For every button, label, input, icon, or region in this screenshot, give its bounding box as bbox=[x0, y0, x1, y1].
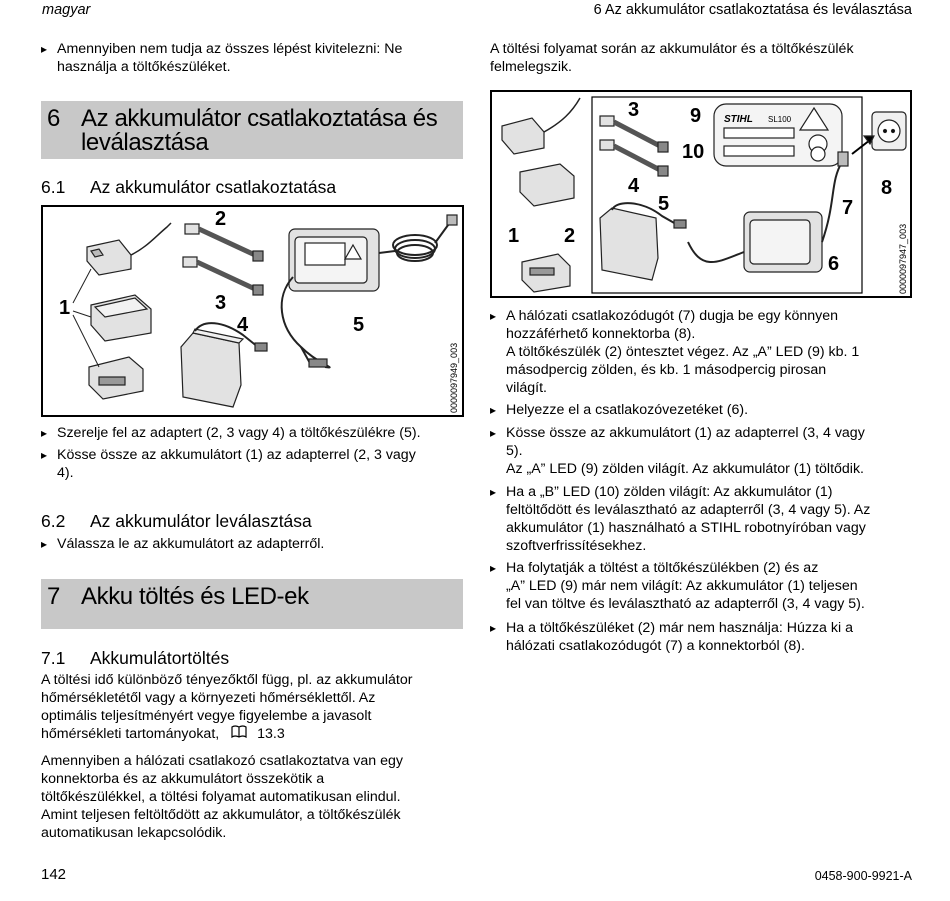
callout-1: 1 bbox=[508, 225, 520, 247]
sec61-bullet-2: ▸ Kösse össze az akkumulátort (1) az adapterrel (2, 3 vagy 4). bbox=[41, 446, 463, 482]
callout-3: 3 bbox=[215, 292, 227, 314]
chapter-number: 7 bbox=[47, 583, 61, 610]
battery-middle-icon bbox=[520, 164, 574, 206]
adapter-3-icon bbox=[183, 257, 197, 267]
adapter-4-icon bbox=[600, 140, 614, 150]
charging-bullet-6: ▸ Ha a töltőkészüléket (2) már nem használja: Húzza ki a hálózati csatlakozódugót (7) a konnektorból (8). bbox=[490, 619, 920, 655]
callout-1: 1 bbox=[59, 297, 71, 319]
section-6-1-heading: 6.1 Az akkumulátor csatlakoztatása bbox=[41, 177, 337, 197]
callout-3: 3 bbox=[628, 99, 640, 121]
model-label: SL100 bbox=[768, 115, 792, 124]
battery-top-icon bbox=[87, 240, 131, 275]
section-7-1-heading: 7.1 Akkumulátortöltés bbox=[41, 648, 230, 668]
callout-5: 5 bbox=[353, 314, 365, 336]
page-number: 142 bbox=[41, 866, 67, 883]
figure-charging bbox=[490, 90, 912, 298]
header-language: magyar bbox=[42, 2, 91, 18]
charging-bullet-3: ▸ Kösse össze az akkumulátort (1) az adapterrel (3, 4 vagy 5). Az „A” LED (9) zölden világít. Az akkumulátor (1) töltődik. bbox=[490, 424, 920, 478]
battery-top-icon bbox=[502, 118, 544, 154]
callout-6: 6 bbox=[828, 253, 840, 275]
sec61-bullet-1: ▸ Szerelje fel az adaptert (2, 3 vagy 4) a töltőkészülékre (5). bbox=[41, 424, 463, 442]
header-chapter-ref: 6 Az akkumulátor csatlakoztatása és leválasztása bbox=[593, 2, 912, 18]
adapter-2-icon bbox=[185, 224, 199, 234]
sec71-paragraph-2: Amennyiben a hálózati csatlakozó csatlakoztatva van egy konnektorba és az akkumulátort összekötik a töltőkészülékkel, a töltési folyamat automatikusan elindul. Amint teljesen feltöltődött az akkumulátor, a töltőkészülék automatikusan lekapcsolódik. bbox=[41, 753, 403, 841]
callout-7: 7 bbox=[842, 197, 854, 219]
adapter-5-icon bbox=[600, 208, 658, 280]
section-6-2-heading: 6.2 Az akkumulátor leválasztása bbox=[41, 511, 312, 531]
reference-link[interactable]: 13.3 bbox=[257, 726, 285, 742]
callout-9: 9 bbox=[690, 105, 702, 127]
adapter-3-icon bbox=[600, 116, 614, 126]
callout-4: 4 bbox=[237, 314, 249, 336]
chapter-number: 6 bbox=[47, 105, 61, 132]
chapter-7-heading bbox=[41, 579, 463, 629]
callout-10: 10 bbox=[682, 141, 705, 163]
callout-5: 5 bbox=[658, 193, 670, 215]
plug-icon bbox=[447, 215, 457, 225]
figure-connect-illustration bbox=[43, 207, 462, 415]
charging-bullet-1: ▸ A hálózati csatlakozódugót (7) dugja be egy könnyen hozzáférhető konnektorba (8). A töltőkészülék (2) öntesztet végez. Az „A” LED (9) kb. 1 másodpercig zölden, és kb. 1 másodpercig pirosan világít. bbox=[490, 307, 920, 397]
plug-icon bbox=[838, 152, 848, 166]
chapter-6-heading bbox=[41, 101, 463, 159]
charging-bullet-2: ▸ Helyezze el a csatlakozóvezetéket (6). bbox=[490, 401, 920, 419]
charging-bullet-5: ▸ Ha folytatják a töltést a töltőkészülékben (2) és az „A” LED (9) már nem világít: Az akkumulátor (1) teljesen fel van töltve és leválasztható az adapterről (3, 4 vagy 5). bbox=[490, 559, 920, 613]
right-intro-paragraph: A töltési folyamat során az akkumulátor és a töltőkészülék felmelegszik. bbox=[490, 41, 854, 75]
sec71-paragraph-1: A töltési idő különböző tényezőktől függ, pl. az akkumulátor hőmérsékletétől vagy a környezeti hőmérséklettől. Az optimális teljesítményért vegye figyelembe a javasolt hőmérsékleti tartományokat, 13.3 bbox=[41, 672, 413, 742]
chapter-title: Akku töltés és LED-ek bbox=[81, 583, 309, 610]
figure-connect-battery bbox=[41, 205, 464, 417]
adapter-4-icon bbox=[181, 333, 241, 407]
callout-2: 2 bbox=[564, 225, 576, 247]
document-code: 0458-900-9921-A bbox=[814, 869, 912, 883]
book-reference-icon bbox=[231, 725, 247, 743]
sec62-bullet: ▸ Válassza le az akkumulátort az adapterről. bbox=[41, 535, 463, 553]
charging-bullet-4: ▸ Ha a „B” LED (10) zölden világít: Az akkumulátor (1) feltöltődött és leválasztható az adapterről (3, 4 vagy 5). Az akkumulátor (1) használható a STIHL robotnyíróban vagy szoftverfrissítésekhez. bbox=[490, 483, 920, 555]
brand-label: STIHL bbox=[724, 114, 753, 125]
figure-code: 0000097947_003 bbox=[898, 223, 908, 294]
callout-4: 4 bbox=[628, 175, 640, 197]
intro-bullet: ▸ Amennyiben nem tudja az összes lépést kivitelezni: Ne használja a töltőkészüléket. bbox=[41, 40, 463, 76]
figure-code: 0000097949_003 bbox=[449, 342, 459, 413]
figure-charging-illustration bbox=[492, 92, 910, 296]
callout-8: 8 bbox=[881, 177, 893, 199]
callout-2: 2 bbox=[215, 208, 227, 230]
chapter-title: Az akkumulátor csatlakoztatása és leválasztása bbox=[81, 105, 438, 156]
